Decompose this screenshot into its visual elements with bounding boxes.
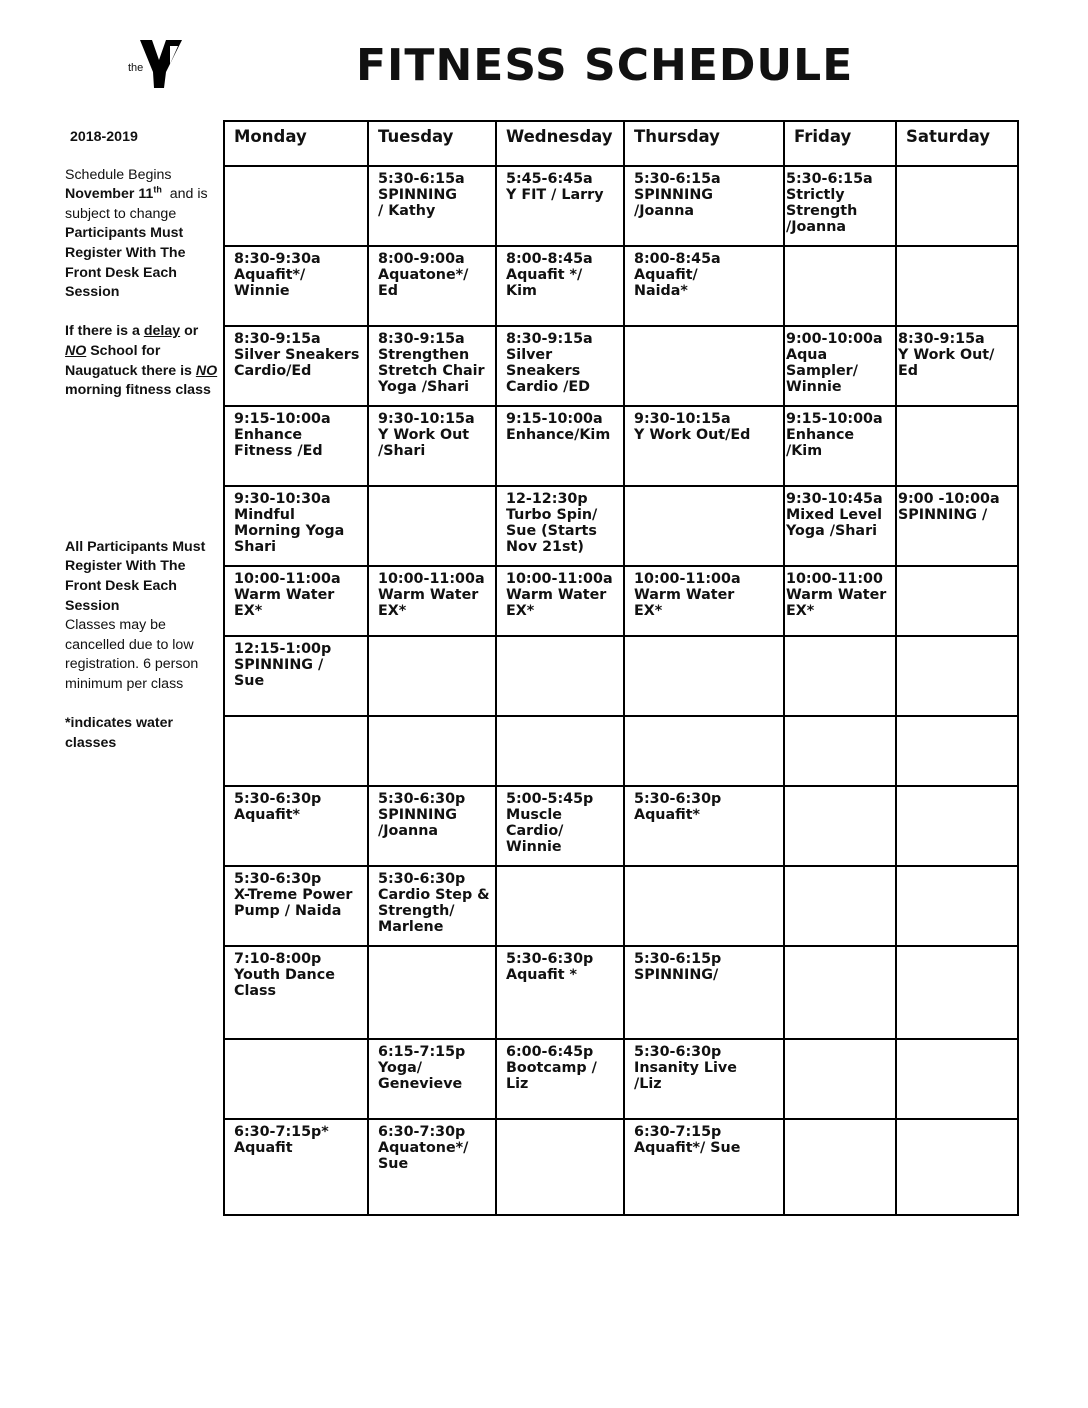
schedule-cell-monday: 7:10-8:00p Youth Dance Class bbox=[224, 946, 368, 1039]
schedule-cell-friday: 9:00-10:00a Aqua Sampler/ Winnie bbox=[784, 326, 896, 406]
schedule-cell-friday bbox=[784, 636, 896, 716]
schedule-cell-thursday: 5:30-6:15p SPINNING/ bbox=[624, 946, 784, 1039]
register-note: Participants Must Register With The Front Desk Each Session bbox=[65, 225, 186, 301]
table-row bbox=[224, 866, 1018, 946]
day-header-monday: Monday bbox=[224, 121, 368, 166]
schedule-cell-friday: 9:30-10:45a Mixed Level Yoga /Shari bbox=[784, 486, 896, 566]
schedule-cell-thursday: 9:30-10:15a Y Work Out/Ed bbox=[624, 406, 784, 486]
schedule-cell-tuesday: 6:30-7:30p Aquatone*/ Sue bbox=[368, 1119, 496, 1215]
schedule-cell-wednesday bbox=[496, 716, 624, 786]
schedule-cell-tuesday bbox=[368, 946, 496, 1039]
day-header-friday: Friday bbox=[784, 121, 896, 166]
schedule-cell-thursday: 5:30-6:15a SPINNING /Joanna bbox=[624, 166, 784, 246]
schedule-cell-monday: 8:30-9:30a Aquafit*/ Winnie bbox=[224, 246, 368, 326]
table-row bbox=[224, 166, 1018, 246]
schedule-cell-tuesday bbox=[368, 636, 496, 716]
schedule-cell-tuesday: 5:30-6:15a SPINNING / Kathy bbox=[368, 166, 496, 246]
schedule-cell-friday bbox=[784, 866, 896, 946]
schedule-cell-tuesday bbox=[368, 486, 496, 566]
schedule-cell-saturday bbox=[896, 1119, 1018, 1215]
schedule-cell-wednesday bbox=[496, 1119, 624, 1215]
schedule-cell-monday: 8:30-9:15a Silver Sneakers Cardio/Ed bbox=[224, 326, 368, 406]
schedule-cell-thursday: 10:00-11:00a Warm Water EX* bbox=[624, 566, 784, 636]
schedule-cell-thursday bbox=[624, 326, 784, 406]
schedule-cell-thursday bbox=[624, 486, 784, 566]
schedule-cell-tuesday: 6:15-7:15p Yoga/ Genevieve bbox=[368, 1039, 496, 1119]
table-row bbox=[224, 246, 1018, 326]
schedule-cell-wednesday: 12-12:30p Turbo Spin/ Sue (Starts Nov 21st) bbox=[496, 486, 624, 566]
table-row bbox=[224, 636, 1018, 716]
schedule-cell-saturday bbox=[896, 786, 1018, 866]
sidebar-notes bbox=[65, 128, 220, 753]
schedule-cell-saturday bbox=[896, 716, 1018, 786]
day-header-tuesday: Tuesday bbox=[368, 121, 496, 166]
schedule-cell-friday bbox=[784, 716, 896, 786]
schedule-cell-friday bbox=[784, 786, 896, 866]
table-row bbox=[224, 1039, 1018, 1119]
table-row bbox=[224, 406, 1018, 486]
schedule-cell-saturday bbox=[896, 246, 1018, 326]
table-row bbox=[224, 1119, 1018, 1215]
table-row bbox=[224, 326, 1018, 406]
logo-the-text: the bbox=[128, 62, 144, 74]
all-participants-note: All Participants Must Register With The Front Desk Each Session bbox=[65, 538, 206, 614]
schedule-cell-thursday bbox=[624, 866, 784, 946]
schedule-cell-wednesday: 6:00-6:45p Bootcamp / Liz bbox=[496, 1039, 624, 1119]
schedule-cell-friday bbox=[784, 1039, 896, 1119]
table-row bbox=[224, 786, 1018, 866]
schedule-cell-tuesday: 8:30-9:15a Strengthen Stretch Chair Yoga /Shari bbox=[368, 326, 496, 406]
schedule-cell-tuesday: 8:00-9:00a Aquatone*/ Ed bbox=[368, 246, 496, 326]
water-class-note: *indicates water classes bbox=[65, 715, 174, 751]
schedule-cell-thursday: 5:30-6:30p Insanity Live /Liz bbox=[624, 1039, 784, 1119]
schedule-cell-wednesday: 5:00-5:45p Muscle Cardio/ Winnie bbox=[496, 786, 624, 866]
schedule-cell-monday: 5:30-6:30p X-Treme Power Pump / Naida bbox=[224, 866, 368, 946]
schedule-cell-saturday bbox=[896, 406, 1018, 486]
delay-note: If there is a delay or NO School for Naugatuck there is NO morning fitness class bbox=[65, 323, 218, 399]
schedule-cell-monday: 9:30-10:30a Mindful Morning Yoga Shari bbox=[224, 486, 368, 566]
schedule-cell-saturday: 9:00 -10:00a SPINNING / bbox=[896, 486, 1018, 566]
schedule-cell-saturday bbox=[896, 866, 1018, 946]
schedule-cell-wednesday: 8:30-9:15a Silver Sneakers Cardio /ED bbox=[496, 326, 624, 406]
schedule-cell-friday: 10:00-11:00 Warm Water EX* bbox=[784, 566, 896, 636]
schedule-cell-friday: 9:15-10:00a Enhance /Kim bbox=[784, 406, 896, 486]
schedule-cell-saturday bbox=[896, 166, 1018, 246]
schedule-cell-tuesday bbox=[368, 716, 496, 786]
day-header-saturday: Saturday bbox=[896, 121, 1018, 166]
schedule-cell-wednesday: 10:00-11:00a Warm Water EX* bbox=[496, 566, 624, 636]
cancellation-note: Classes may be cancelled due to low registration. 6 person minimum per class bbox=[65, 617, 199, 692]
page-title: FITNESS SCHEDULE bbox=[356, 40, 854, 91]
schedule-cell-wednesday: 5:45-6:45a Y FIT / Larry bbox=[496, 166, 624, 246]
schedule-cell-wednesday: 8:00-8:45a Aquafit */ Kim bbox=[496, 246, 624, 326]
day-header-thursday: Thursday bbox=[624, 121, 784, 166]
ymca-logo bbox=[126, 38, 196, 90]
schedule-cell-thursday: 6:30-7:15p Aquafit*/ Sue bbox=[624, 1119, 784, 1215]
schedule-cell-monday: 6:30-7:15p* Aquafit bbox=[224, 1119, 368, 1215]
schedule-cell-tuesday: 5:30-6:30p Cardio Step & Strength/ Marlene bbox=[368, 866, 496, 946]
schedule-cell-monday: 10:00-11:00a Warm Water EX* bbox=[224, 566, 368, 636]
schedule-cell-monday: 12:15-1:00p SPINNING / Sue bbox=[224, 636, 368, 716]
day-header-wednesday: Wednesday bbox=[496, 121, 624, 166]
schedule-cell-monday: 5:30-6:30p Aquafit* bbox=[224, 786, 368, 866]
schedule-cell-thursday bbox=[624, 636, 784, 716]
schedule-cell-thursday: 8:00-8:45a Aquafit/ Naida* bbox=[624, 246, 784, 326]
schedule-cell-friday: 5:30-6:15a Strictly Strength /Joanna bbox=[784, 166, 896, 246]
schedule-cell-tuesday: 10:00-11:00a Warm Water EX* bbox=[368, 566, 496, 636]
schedule-cell-tuesday: 9:30-10:15a Y Work Out /Shari bbox=[368, 406, 496, 486]
table-row bbox=[224, 566, 1018, 636]
table-row bbox=[224, 486, 1018, 566]
schedule-cell-wednesday: 5:30-6:30p Aquafit * bbox=[496, 946, 624, 1039]
schedule-cell-saturday bbox=[896, 946, 1018, 1039]
schedule-cell-monday bbox=[224, 1039, 368, 1119]
schedule-cell-thursday bbox=[624, 716, 784, 786]
table-row bbox=[224, 716, 1018, 786]
schedule-cell-monday bbox=[224, 716, 368, 786]
schedule-cell-friday bbox=[784, 1119, 896, 1215]
schedule-cell-monday bbox=[224, 166, 368, 246]
schedule-begins-note: Schedule Begins November 11th and is subject to change bbox=[65, 166, 208, 222]
schedule-cell-friday bbox=[784, 246, 896, 326]
schedule-cell-wednesday bbox=[496, 866, 624, 946]
schedule-cell-friday bbox=[784, 946, 896, 1039]
table-header-row bbox=[224, 121, 1018, 166]
schedule-cell-tuesday: 5:30-6:30p SPINNING /Joanna bbox=[368, 786, 496, 866]
fitness-schedule-table bbox=[223, 120, 1019, 1216]
schedule-cell-saturday bbox=[896, 636, 1018, 716]
schedule-cell-saturday: 8:30-9:15a Y Work Out/ Ed bbox=[896, 326, 1018, 406]
schedule-cell-monday: 9:15-10:00a Enhance Fitness /Ed bbox=[224, 406, 368, 486]
schedule-cell-thursday: 5:30-6:30p Aquafit* bbox=[624, 786, 784, 866]
schedule-year: 2018-2019 bbox=[70, 129, 138, 145]
schedule-cell-saturday bbox=[896, 566, 1018, 636]
schedule-cell-saturday bbox=[896, 1039, 1018, 1119]
schedule-cell-wednesday bbox=[496, 636, 624, 716]
schedule-cell-wednesday: 9:15-10:00a Enhance/Kim bbox=[496, 406, 624, 486]
table-row bbox=[224, 946, 1018, 1039]
